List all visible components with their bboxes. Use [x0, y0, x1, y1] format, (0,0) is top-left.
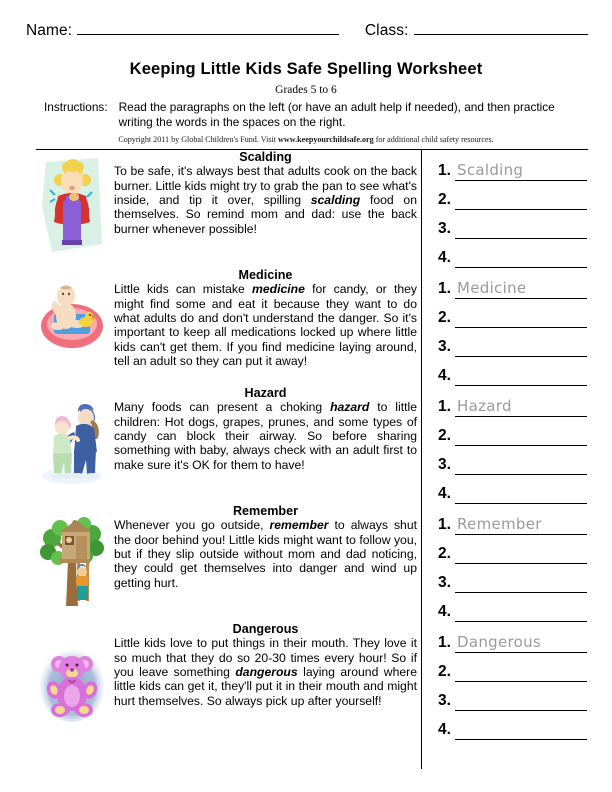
- practice-line-2: [438, 535, 588, 564]
- practice-blank[interactable]: [455, 306, 587, 328]
- practice-number: 1.: [438, 516, 451, 534]
- copyright-suffix: for additional child safety resources.: [373, 134, 494, 144]
- practice-blank[interactable]: [455, 277, 587, 299]
- practice-column-medicine: [421, 268, 588, 386]
- instructions-label: Instructions:: [44, 100, 108, 114]
- practice-line-3: [438, 328, 588, 357]
- section-paragraph: To be safe, it's always best that adults cook on the back burner. Little kids might try to grab the pan to see what's inside, and tip it over, spilling scalding food on themselves. So remind mom and dad: use the back burner whenever possible!: [114, 164, 417, 236]
- copyright-prefix: Copyright 2011 by Global Children's Fund. Visit: [118, 134, 279, 144]
- practice-blank[interactable]: [455, 335, 587, 357]
- instructions-text: Read the paragraphs on the left (or have an adult help if needed), and then practice writing the words in the spaces on the right.: [118, 100, 555, 129]
- section-remember: [36, 504, 588, 622]
- class-input-line[interactable]: [414, 22, 588, 35]
- prefilled-word: Medicine: [457, 278, 527, 297]
- practice-blank[interactable]: [455, 660, 587, 682]
- art-column: [36, 386, 112, 504]
- practice-line-4: [438, 475, 588, 504]
- practice-number: 4.: [438, 485, 451, 503]
- section-hazard: [36, 386, 588, 504]
- practice-number: 1.: [438, 280, 451, 298]
- art-column: [36, 268, 112, 386]
- class-label: Class:: [364, 22, 409, 39]
- section-paragraph: Little kids can mistake medicine for candy, or they might find some and eat it because they want to do what adults do and don't understand the danger. So it's important to keep all medications locked up where little kids can't get them. If you find medicine laying around, tell an adult so they can put it away!: [114, 282, 417, 368]
- practice-blank[interactable]: [455, 600, 587, 622]
- practice-number: 2.: [438, 309, 451, 327]
- page-title: Keeping Little Kids Safe Spelling Worksheet: [129, 60, 483, 78]
- art-column: [36, 504, 112, 622]
- practice-line-4: [438, 593, 588, 622]
- practice-blank[interactable]: [455, 571, 587, 593]
- girl-in-overalls-illustration: [36, 156, 108, 256]
- practice-line-2: [438, 417, 588, 446]
- practice-blank[interactable]: [455, 159, 587, 181]
- practice-line-1: [438, 506, 588, 535]
- section-dangerous: [36, 622, 588, 740]
- section-heading: Medicine: [238, 267, 293, 282]
- practice-line-3: [438, 682, 588, 711]
- prefilled-word: Scalding: [457, 160, 524, 179]
- baby-in-bathtub-illustration: [36, 274, 108, 374]
- practice-line-3: [438, 446, 588, 475]
- practice-number: 3.: [438, 338, 451, 356]
- text-column: [112, 150, 421, 268]
- text-column: [112, 268, 421, 386]
- practice-blank[interactable]: [455, 453, 587, 475]
- copyright-website[interactable]: www.keepyourchildsafe.org: [278, 134, 374, 144]
- section-medicine: [36, 268, 588, 386]
- practice-blank[interactable]: [455, 424, 587, 446]
- section-heading: Hazard: [244, 385, 287, 400]
- practice-number: 1.: [438, 634, 451, 652]
- section-paragraph: Whenever you go outside, remember to always shut the door behind you! Little kids might want to follow you, but if they slip outside without mom and dad noticing, they could get themselves into danger and wind up getting hurt.: [114, 518, 417, 590]
- instructions-row: [0, 100, 612, 130]
- prefilled-word: Hazard: [457, 396, 512, 415]
- prefilled-word: Remember: [457, 514, 542, 533]
- practice-column-remember: [421, 504, 588, 622]
- section-scalding: [36, 150, 588, 268]
- prefilled-word: Dangerous: [457, 632, 542, 651]
- practice-number: 3.: [438, 220, 451, 238]
- section-paragraph: Little kids love to put things in their mouth. They love it so much that they do so 20-30 times every hour! So if you leave something dangerous laying around where little kids can get it, they'll put it in their mouth and might hurt themselves. So always pick up after yourself!: [114, 636, 417, 708]
- practice-blank[interactable]: [455, 395, 587, 417]
- text-column: [112, 386, 421, 504]
- practice-line-2: [438, 181, 588, 210]
- practice-line-3: [438, 564, 588, 593]
- section-heading: Scalding: [239, 149, 292, 164]
- practice-line-1: [438, 388, 588, 417]
- student-info-row: [0, 0, 612, 40]
- name-label: Name:: [26, 22, 73, 39]
- practice-number: 4.: [438, 721, 451, 739]
- practice-blank[interactable]: [455, 542, 587, 564]
- section-paragraph: Many foods can present a choking hazard to little children: Hot dogs, grapes, prunes, and some types of candy can block their airway. So before sharing something with baby, always check with an adult first to make sure it's OK for them to have!: [114, 400, 417, 472]
- practice-blank[interactable]: [455, 217, 587, 239]
- name-input-line[interactable]: [77, 22, 339, 35]
- copyright-notice: [0, 135, 612, 144]
- section-heading: Dangerous: [232, 621, 299, 636]
- practice-number: 3.: [438, 692, 451, 710]
- practice-line-4: [438, 711, 588, 740]
- practice-number: 3.: [438, 574, 451, 592]
- grade-level: Grades 5 to 6: [275, 84, 337, 96]
- teddy-bear-illustration: [36, 628, 108, 728]
- practice-blank[interactable]: [455, 718, 587, 740]
- practice-column-hazard: [421, 386, 588, 504]
- practice-line-4: [438, 239, 588, 268]
- practice-number: 1.: [438, 398, 451, 416]
- practice-blank[interactable]: [455, 364, 587, 386]
- art-column: [36, 622, 112, 740]
- practice-line-3: [438, 210, 588, 239]
- practice-number: 2.: [438, 427, 451, 445]
- worksheet-body: [36, 150, 588, 779]
- practice-blank[interactable]: [455, 513, 587, 535]
- practice-number: 3.: [438, 456, 451, 474]
- practice-blank[interactable]: [455, 482, 587, 504]
- practice-number: 4.: [438, 603, 451, 621]
- practice-number: 2.: [438, 545, 451, 563]
- practice-line-2: [438, 653, 588, 682]
- practice-number: 2.: [438, 663, 451, 681]
- practice-number: 4.: [438, 249, 451, 267]
- practice-number: 1.: [438, 162, 451, 180]
- practice-blank[interactable]: [455, 246, 587, 268]
- art-column: [36, 150, 112, 268]
- practice-line-2: [438, 299, 588, 328]
- practice-line-1: [438, 624, 588, 653]
- practice-blank[interactable]: [455, 631, 587, 653]
- practice-column-scalding: [421, 150, 588, 268]
- practice-blank[interactable]: [455, 188, 587, 210]
- text-column: [112, 622, 421, 740]
- practice-line-1: [438, 152, 588, 181]
- practice-number: 4.: [438, 367, 451, 385]
- practice-line-1: [438, 270, 588, 299]
- section-heading: Remember: [232, 503, 299, 518]
- text-column: [112, 504, 421, 622]
- practice-line-4: [438, 357, 588, 386]
- mother-and-child-winter-illustration: [36, 392, 108, 492]
- treehouse-illustration: [36, 510, 108, 610]
- practice-column-dangerous: [421, 622, 588, 740]
- practice-blank[interactable]: [455, 689, 587, 711]
- practice-number: 2.: [438, 191, 451, 209]
